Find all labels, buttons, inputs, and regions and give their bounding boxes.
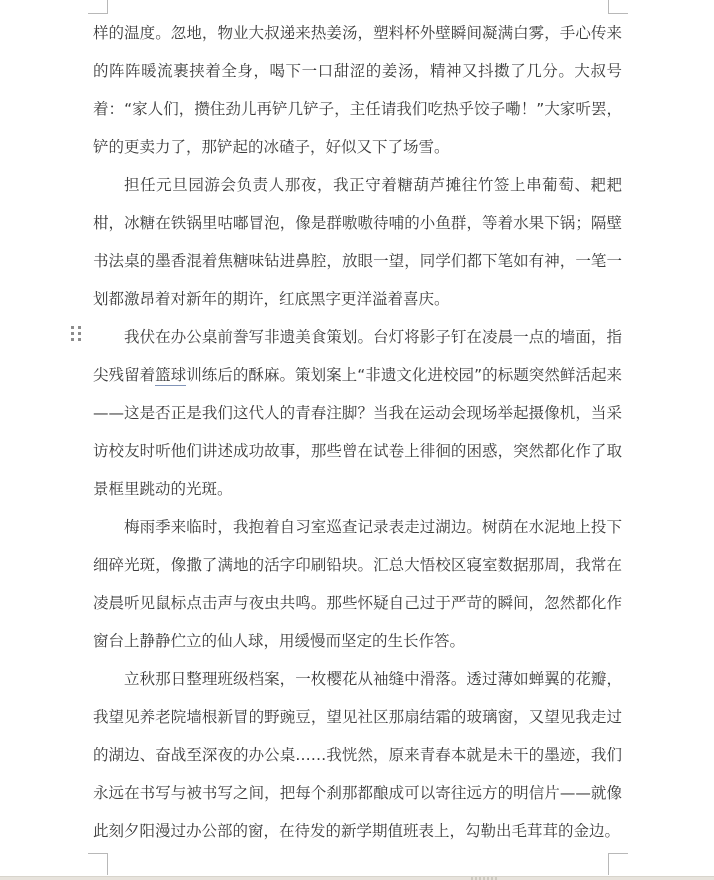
- margin-crop-mark-bottom-right: [608, 853, 628, 875]
- paragraph-text: 立秋那日整理班级档案，一枚樱花从袖缝中滑落。透过薄如蝉翼的花瓣，我望见养老院墙根新冒的野豌豆，望见社区那扇结霜的玻璃窗，又望见我走过的湖边、奋战至深夜的办公桌……我恍然，原来青春本就是未干的墨迹，我们永远在书写与被书写之间，把每个刹那都酿成可以寄往远方的明信片——就像此刻夕阳漫过办公部的窗，在待发的新学期值班表上，勾勒出毛茸茸的金边。: [93, 670, 622, 840]
- paragraph-text: 担任元旦园游会负责人那夜，我正守着糖葫芦摊往竹签上串葡萄、耙耙柑，冰糖在铁锅里咕嘟冒泡，像是群嗷嗷待哺的小鱼群，等着水果下锅；隔壁书法桌的墨香混着焦糖味钻进鼻腔，放眼一望，同学们都下笔如有神，一笔一划都激昂着对新年的期许，红底黑字更洋溢着喜庆。: [93, 176, 622, 308]
- paragraph-text: 我伏在办公桌前誊写非遗美食策划。台灯将影子钉在凌晨一点的墙面，指尖残留着: [93, 328, 622, 384]
- paragraph[interactable]: [93, 14, 622, 166]
- margin-crop-mark-top-left: [88, 0, 108, 14]
- paragraph-drag-handle-icon[interactable]: [71, 326, 82, 342]
- page-gap: [0, 876, 714, 880]
- paragraph[interactable]: [93, 318, 622, 508]
- margin-crop-mark-top-right: [608, 0, 628, 14]
- paragraph-text: 梅雨季来临时，我抱着自习室巡查记录表走过湖边。树荫在水泥地上投下细碎光斑，像撒了满地的活字印刷铅块。汇总大悟校区寝室数据那周，我常在凌晨听见鼠标点击声与夜虫共鸣。那些怀疑自己过于严苛的瞬间，忽然都化作窗台上静静伫立的仙人球，用缓慢而坚定的生长作答。: [93, 518, 622, 650]
- document-text[interactable]: [93, 14, 622, 850]
- paragraph[interactable]: [93, 660, 622, 850]
- paragraph-text: 训练后的酥麻。策划案上“非遗文化进校园”的标题突然鲜活起来——这是否正是我们这代人的青春注脚？当我在运动会现场举起摄像机，当采访校友时听他们讲述成功故事，那些曾在试卷上徘徊的困惑，突然都化作了取景框里跳动的光斑。: [93, 366, 622, 498]
- paragraph[interactable]: [93, 508, 622, 660]
- paragraph[interactable]: [93, 166, 622, 318]
- paragraph-text: 样的温度。忽地，物业大叔递来热姜汤，塑料杯外壁瞬间凝满白雾，手心传来的阵阵暖流裹挟着全身，喝下一口甜涩的姜汤，精神又抖擞了几分。大叔号着：“家人们，攒住劲儿再铲几铲子，主任请我们吃热乎饺子嘞！”大家听罢，铲的更卖力了，那铲起的冰碴子，好似又下了场雪。: [93, 24, 622, 156]
- grammar-check-underlined-text: 篮球: [155, 366, 187, 384]
- margin-crop-mark-bottom-left: [88, 853, 108, 875]
